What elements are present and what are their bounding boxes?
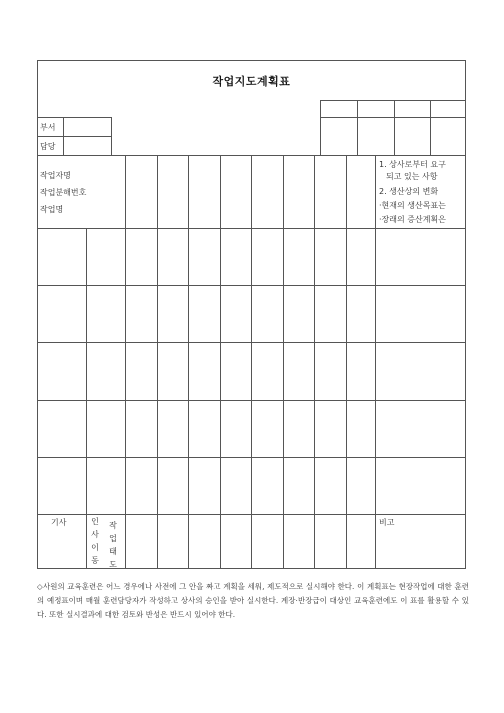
manager-label: 담당	[40, 142, 56, 151]
approval-col2	[394, 100, 395, 156]
dept-label: 부서	[40, 123, 56, 132]
approval-left	[320, 100, 321, 156]
grid-col-d	[188, 155, 189, 569]
worker-name-label: 작업자명	[40, 171, 71, 180]
note-line-2: 되고 있는 사항	[386, 172, 438, 181]
grid-col-a	[86, 228, 87, 569]
approval-mid	[320, 117, 466, 118]
form-title: 작업지도계획표	[212, 75, 291, 88]
dept-mid	[37, 136, 112, 137]
approval-top	[320, 100, 466, 101]
grid-col-c	[157, 155, 158, 569]
approval-col3	[430, 100, 431, 156]
note-line-4: ·현재의 생산목표는	[379, 201, 446, 210]
note-line-3: 2. 생산상의 변화	[379, 187, 439, 196]
grid-col-e	[220, 155, 221, 569]
remarks-label: 비고	[379, 518, 395, 527]
grid-col-g	[283, 155, 284, 569]
work-name-label: 작업명	[40, 205, 64, 214]
grid-col-i	[346, 155, 347, 569]
grid-col-b	[125, 155, 126, 569]
record-label: 기사	[51, 518, 67, 527]
grid-col-f	[251, 155, 252, 569]
footnote: ◇사원의 교육훈련은 어느 경우에나 사전에 그 안을 짜고 계획을 세워, 제도적으로 실시해야 한다. 이 계획표는 현장작업에 대한 훈련의 예정표이며 매월 훈련담당자가 작성하고 상사의 승인을 받아 실시한다. 계장·반장급이 대상인 교육훈련에도 이 표를 활용할 수 있다. 또한 실시결과에 대한 검토와 반성은 반드시 있어야 한다.	[37, 582, 469, 619]
work-breakdown-label: 작업분해번호	[40, 188, 87, 197]
dept-divider	[63, 117, 64, 156]
personnel-change-label: 인사이동	[91, 517, 99, 565]
grid-col-j	[375, 155, 376, 569]
grid-col-h	[314, 155, 315, 569]
approval-col1	[357, 100, 358, 156]
note-line-5: ·장래의 증산계획은	[379, 215, 446, 224]
note-line-1: 1. 상사로부터 요구	[379, 160, 446, 169]
dept-top	[37, 117, 112, 118]
work-attitude-label: 작업태도	[109, 521, 117, 569]
dept-right	[111, 117, 112, 156]
